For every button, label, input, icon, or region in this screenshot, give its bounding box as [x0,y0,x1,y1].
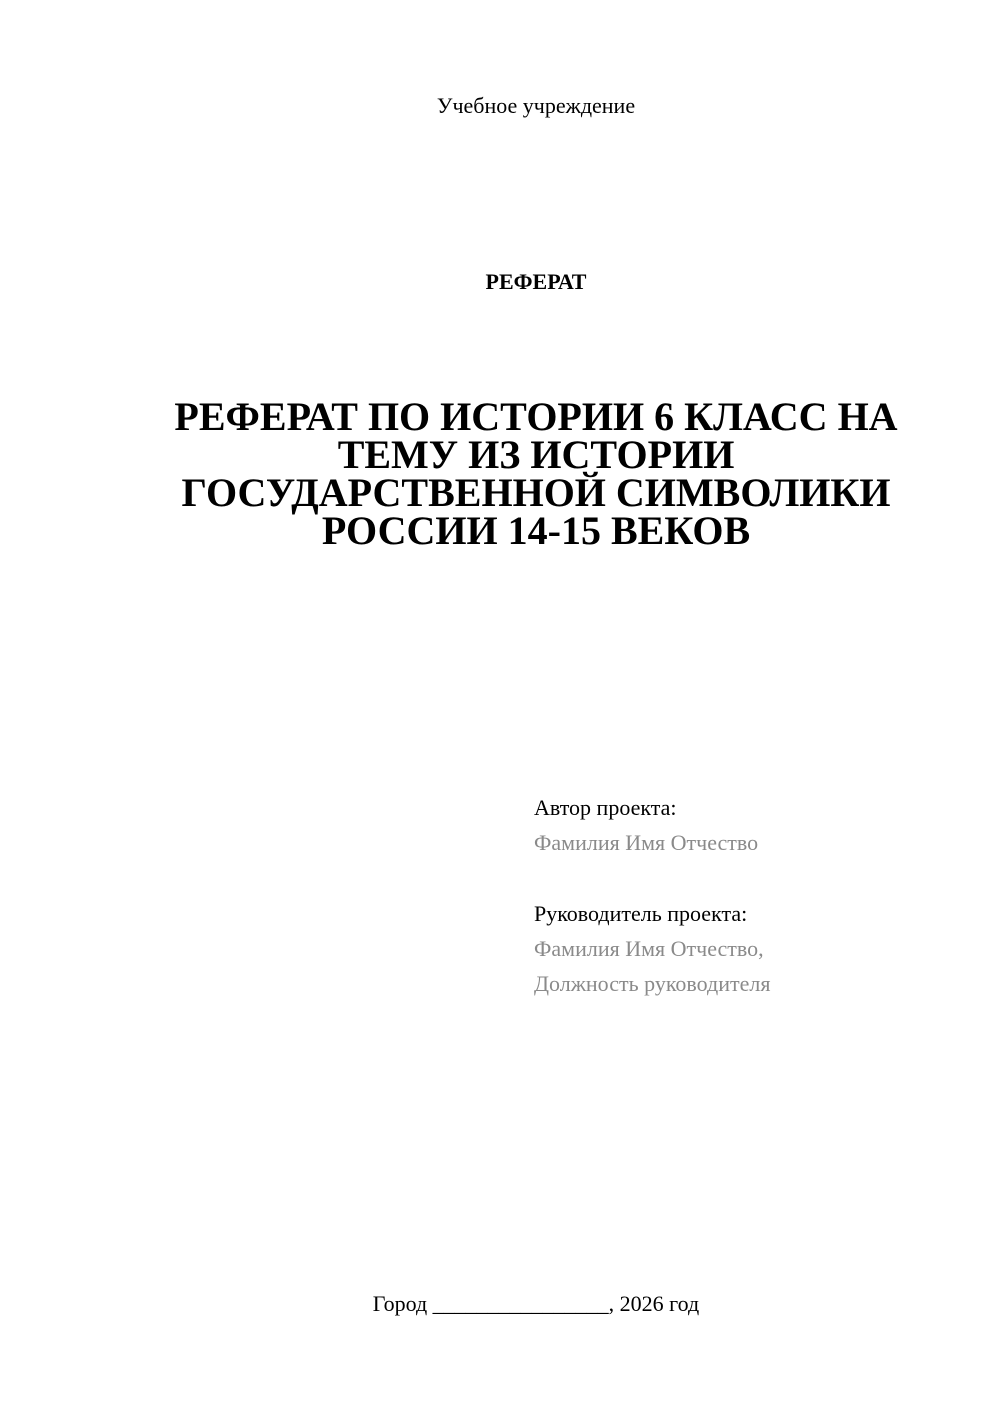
document-type-heading: РЕФЕРАТ [485,269,587,294]
author-label: Автор проекта: [534,795,677,820]
supervisor-name: Фамилия Имя Отчество, [534,936,764,961]
topic-title-line: РОССИИ 14-15 ВЕКОВ [321,508,751,553]
author-name: Фамилия Имя Отчество [534,830,759,855]
city-year-line: Город ________________, 2026 год [372,1291,700,1316]
topic-title-line: ТЕМУ ИЗ ИСТОРИИ [337,432,735,477]
supervisor-position: Должность руководителя [534,971,771,996]
project-credits [534,790,974,1001]
topic-title-line: РЕФЕРАТ ПО ИСТОРИИ 6 КЛАСС НА [174,394,898,439]
topic-title-line: ГОСУДАРСТВЕННОЙ СИМВОЛИКИ [181,470,891,515]
topic-title [150,394,922,553]
supervisor-label: Руководитель проекта: [534,901,748,926]
institution-name: Учебное учреждение [436,93,636,118]
